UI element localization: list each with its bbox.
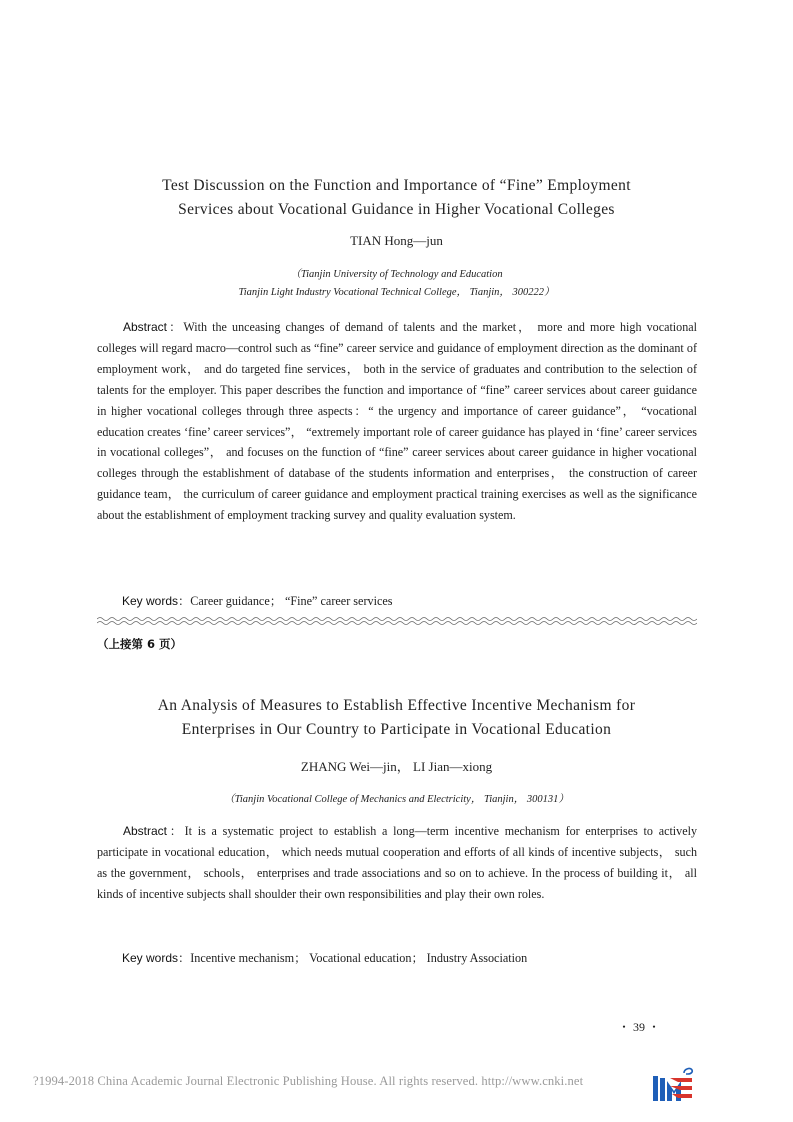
article1-title: [80, 174, 713, 222]
article1-abstract-separator: ：: [167, 320, 184, 334]
article2-keywords-label: Key words: [122, 951, 179, 965]
article2-abstract: [97, 821, 697, 905]
article2-authors: ZHANG Wei—jin， LI Jian—xiong: [300, 759, 493, 774]
article2-keywords: [122, 949, 697, 966]
article2-abstract-separator: ：: [167, 824, 185, 838]
article1-affiliation: [80, 266, 713, 302]
article1-keywords-separator: ：: [178, 594, 191, 608]
article1-authors: TIAN Hong—jun: [350, 233, 443, 248]
continued-from-note: （上接第 6 页）: [97, 637, 183, 651]
article2-affiliation: （Tianjin Vocational College of Mechanics and Electricity， Tianjin， 300131）: [224, 794, 569, 805]
article2-abstract-label: Abstract: [123, 824, 168, 838]
article1-abstract: [97, 317, 697, 526]
article2-keywords-text: Incentive mechanism； Vocational education； Industry Association: [190, 951, 528, 965]
article1-abstract-label: Abstract: [123, 320, 168, 334]
article1-keywords-label: Key words: [122, 594, 179, 608]
article1-keywords-text: Career guidance； “Fine” career services: [190, 594, 393, 608]
article2-abstract-text: It is a systematic project to establish a long—term incentive mechanism for enterprises to actively participate in vocational education， which needs mutual cooperation and efforts of all kinds of incentive subjects， such as the government， schools， enterprises and trade associations and so on to achieve. In the process of building it， all kinds of incentive subjects shall shoulder their own responsibilities and play their own roles.: [97, 824, 697, 901]
article2-title: [80, 694, 713, 742]
wavy-divider: [97, 616, 697, 626]
article2-keywords-separator: ：: [178, 951, 191, 965]
page-number: ・ 39 ・: [618, 1020, 661, 1034]
copyright-footer: ?1994-2018 China Academic Journal Electronic Publishing House. All rights reserved. http://www.cnki.net: [33, 1074, 584, 1088]
article1-keywords: [122, 592, 697, 609]
article1-title-line2: Services about Vocational Guidance in Higher Vocational Colleges: [178, 201, 615, 218]
article1-affiliation-line2: Tianjin Light Industry Vocational Technical College， Tianjin， 300222）: [238, 287, 555, 298]
article1-title-line1: Test Discussion on the Function and Importance of “Fine” Employment: [162, 177, 631, 194]
article2-title-line2: Enterprises in Our Country to Participate in Vocational Education: [181, 721, 612, 738]
article1-affiliation-line1: （Tianjin University of Technology and Education: [290, 269, 503, 280]
article2-title-line1: An Analysis of Measures to Establish Effective Incentive Mechanism for: [157, 697, 636, 714]
article1-abstract-text: With the unceasing changes of demand of talents and the market， more and more high vocational colleges will regard macro—control such as “fine” career service and guidance of employment direction as the dominant of employment work， and do targeted fine services， both in the service of graduates and contribution to the selection of talents for the employer. This paper describes the function and importance of “fine” career services about career guidance in higher vocational colleges through three aspects：“ the urgency and importance of career guidance”， “vocational education creates ‘fine’ career services”， “extremely important role of career guidance has played in ‘fine’ career services in vocational colleges”， and focuses on the function of “fine” career services about career guidance in higher vocational colleges through the establishment of database of the students information and enterprises， the construction of career guidance team， the curriculum of career guidance and employment practical training exercises as well as the significance about the establishment of employment tracking survey and quality evaluation system.: [97, 320, 697, 523]
cnki-logo-icon: [648, 1064, 698, 1104]
